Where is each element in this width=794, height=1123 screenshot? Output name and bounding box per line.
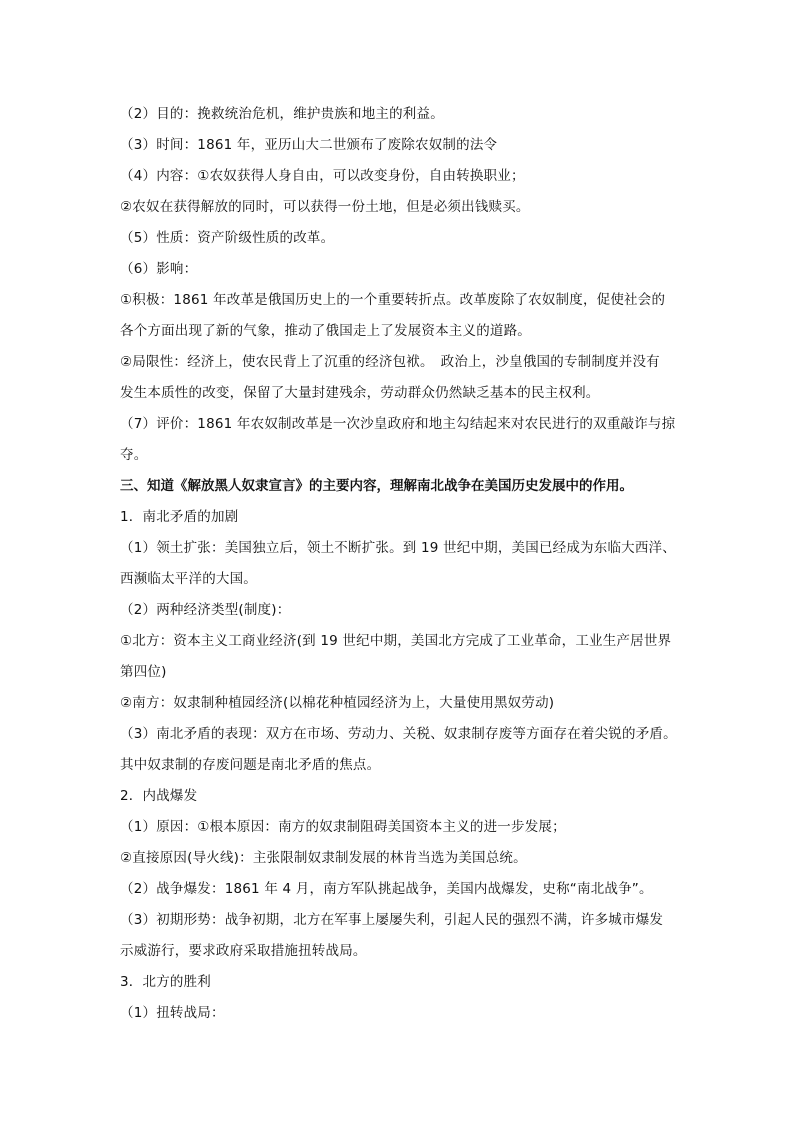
text-line: ①积极：1861 年改革是俄国历史上的一个重要转折点。改革废除了农奴制度，促使社会的: [120, 292, 666, 308]
text-line: 示威游行，要求政府采取措施扭转战局。: [120, 943, 367, 959]
text-line: 第四位): [120, 664, 167, 680]
text-line: 发生本质性的改变，保留了大量封建残余，劳动群众仍然缺乏基本的民主权利。: [120, 385, 600, 401]
text-line: 夺。: [120, 447, 148, 463]
text-line: （3）初期形势：战争初期，北方在军事上屡屡失利，引起人民的强烈不满，许多城市爆发: [120, 912, 664, 928]
section-heading: 三、知道《解放黑人奴隶宣言》的主要内容，理解南北战争在美国历史发展中的作用。: [120, 478, 633, 494]
text-line: （6）影响：: [120, 261, 198, 277]
text-line: ②局限性：经济上，使农民背上了沉重的经济包袱。 政治上，沙皇俄国的专制制度并没有: [120, 354, 660, 370]
text-line: 西濒临太平洋的大国。: [120, 571, 257, 587]
text-line: ②直接原因(导火线)：主张限制奴隶制发展的林肯当选为美国总统。: [120, 850, 527, 866]
subsection-title: 2．内战爆发: [120, 788, 198, 804]
text-line: 其中奴隶制的存废问题是南北矛盾的焦点。: [120, 757, 381, 773]
text-line: ②农奴在获得解放的同时，可以获得一份土地，但是必须出钱赎买。: [120, 199, 530, 215]
text-line: （7）评价：1861 年农奴制改革是一次沙皇政府和地主勾结起来对农民进行的双重敲诈与掠: [120, 416, 676, 432]
text-line: 各个方面出现了新的气象，推动了俄国走上了发展资本主义的道路。: [120, 323, 531, 339]
text-line: ②南方：奴隶制种植园经济(以棉花种植园经济为上，大量使用黑奴劳动): [120, 695, 555, 711]
text-line: （5）性质：资产阶级性质的改革。: [120, 230, 335, 246]
subsection-title: 3．北方的胜利: [120, 974, 211, 990]
text-line: ①北方：资本主义工商业经济(到 19 世纪中期，美国北方完成了工业革命，工业生产居世界: [120, 633, 672, 649]
text-line: （3）南北矛盾的表现：双方在市场、劳动力、关税、奴隶制存废等方面存在着尖锐的矛盾。: [120, 726, 677, 742]
text-line: （1）原因：①根本原因：南方的奴隶制阻碍美国资本主义的进一步发展；: [120, 819, 566, 835]
text-line: （1）领土扩张：美国独立后，领土不断扩张。到 19 世纪中期，美国已经成为东临大西洋、: [120, 540, 676, 556]
text-line: （2）目的：挽救统治危机，维护贵族和地主的利益。: [120, 106, 444, 122]
subsection-title: 1．南北矛盾的加剧: [120, 509, 239, 525]
text-line: （2）两种经济类型(制度)：: [120, 602, 291, 618]
text-line: （3）时间：1861 年，亚历山大二世颁布了废除农奴制的法令: [120, 137, 498, 153]
text-line: （1）扭转战局：: [120, 1005, 225, 1021]
document-body: [120, 99, 680, 1029]
text-line: （4）内容：①农奴获得人身自由，可以改变身份，自由转换职业；: [120, 168, 525, 184]
text-line: （2）战争爆发：1861 年 4 月，南方军队挑起战争，美国内战爆发，史称“南北战争”。: [120, 881, 653, 897]
